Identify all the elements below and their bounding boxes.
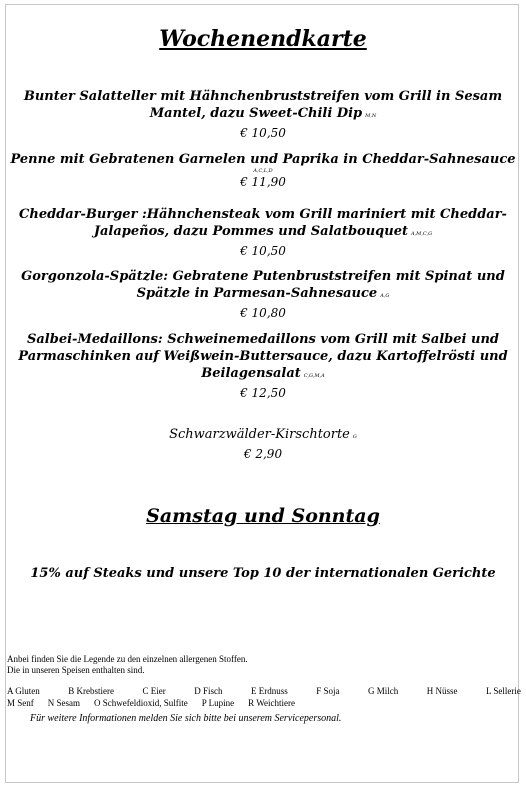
dish-1: [8, 88, 518, 142]
dish-allergens: A,G: [380, 293, 390, 299]
legend-item: L Sellerie: [486, 686, 521, 696]
legend-item: B Krebstiere: [68, 686, 114, 696]
dish-price: € 2,90: [243, 447, 283, 461]
allergen-legend: [7, 685, 521, 709]
dish-name: Bunter Salatteller mit Hähnchenbruststreifen vom Grill in Sesam Mantel, dazu Sweet-Chili Dip: [23, 89, 503, 121]
legend-row-2: [7, 697, 521, 709]
menu-title: Wochenendkarte: [159, 26, 367, 52]
legend-intro-2: Die in unseren Speisen enthalten sind.: [7, 665, 145, 675]
legend-item: H Nüsse: [426, 686, 458, 696]
legend-item: C Eier: [142, 686, 166, 696]
dish-5: [8, 331, 518, 402]
legend-item: P Lupine: [201, 698, 235, 708]
legend-row-1: [7, 685, 521, 697]
dish-price: € 11,90: [240, 175, 286, 189]
dish-allergens: A,C,L,D: [253, 168, 273, 174]
legend-item: G Milch: [368, 686, 399, 696]
dish-name: Penne mit Gebratenen Garnelen und Paprika in Cheddar-Sahnesauce: [10, 152, 516, 167]
legend-item: A Gluten: [7, 686, 40, 696]
dish-allergens: A,M,C,G: [410, 231, 433, 237]
dish-2: [8, 151, 518, 191]
legend-item: N Sesam: [47, 698, 80, 708]
dish-name: Salbei-Medaillons: Schweinemedaillons vom Grill mit Salbei und Parmaschinken auf Weißwein-Buttersauce, dazu Kartoffelrösti und Beilagensalat: [18, 332, 508, 381]
dish-allergens: C,G,M,A: [303, 373, 325, 379]
dish-4: [8, 268, 518, 322]
service-note: Für weitere Informationen melden Sie sich bitte bei unserem Servicepersonal.: [30, 713, 342, 724]
dish-price: € 10,50: [240, 126, 286, 140]
legend-item: F Soja: [316, 686, 340, 696]
dish-allergens: M,N: [365, 113, 377, 119]
dish-allergens: G: [352, 434, 357, 440]
dish-name: Schwarzwälder-Kirschtorte: [169, 427, 350, 442]
legend-item: R Weichtiere: [248, 698, 296, 708]
legend-item: E Erdnuss: [251, 686, 288, 696]
weekend-title: Samstag und Sonntag: [146, 505, 380, 527]
weekend-promo: 15% auf Steaks und unsere Top 10 der internationalen Gerichte: [30, 566, 496, 581]
dish-price: € 10,80: [240, 306, 286, 320]
dish-name: Cheddar-Burger :Hähnchensteak vom Grill mariniert mit Cheddar-Jalapeños, dazu Pommes und Salatbouquet: [19, 207, 507, 239]
legend-item: O Schwefeldioxid, Sulfite: [94, 698, 188, 708]
dish-3: [8, 206, 518, 260]
dish-price: € 10,50: [240, 244, 286, 258]
legend-intro-1: Anbei finden Sie die Legende zu den einzelnen allergenen Stoffen.: [7, 654, 248, 664]
dish-name: Gorgonzola-Spätzle: Gebratene Putenbruststreifen mit Spinat und Spätzle in Parmesan-Sahnesauce: [21, 269, 505, 301]
dish-price: € 12,50: [240, 386, 286, 400]
dish-6: [8, 426, 518, 463]
legend-item: D Fisch: [194, 686, 223, 696]
legend-item: M Senf: [7, 698, 34, 708]
